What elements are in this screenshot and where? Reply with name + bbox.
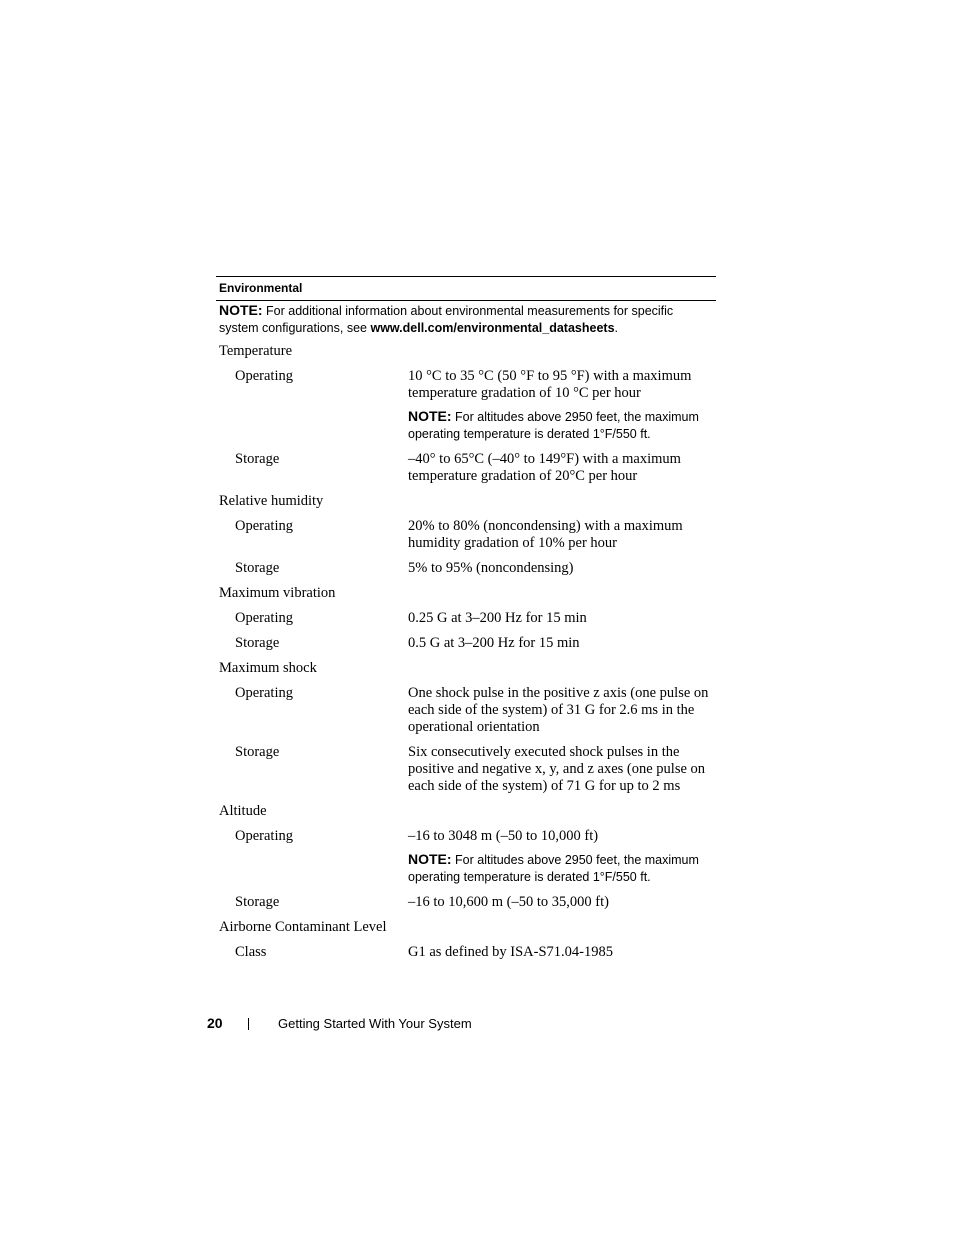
note-label: NOTE:: [408, 408, 452, 424]
note-label: NOTE:: [219, 302, 263, 318]
temperature-operating-value: 10 °C to 35 °C (50 °F to 95 °F) with a maximum temperature gradation of 10 °C per hour: [408, 368, 692, 401]
category-vibration: Maximum vibration: [219, 585, 336, 601]
humidity-operating-value: 20% to 80% (noncondensing) with a maximum humidity gradation of 10% per hour: [408, 518, 683, 551]
datasheets-link[interactable]: www.dell.com/environmental_datasheets: [370, 321, 615, 335]
altitude-operating-label: Operating: [235, 828, 293, 844]
environmental-spec-table: [216, 276, 716, 1027]
shock-operating-label: Operating: [235, 685, 293, 701]
vibration-storage-value: 0.5 G at 3–200 Hz for 15 min: [408, 635, 580, 651]
altitude-note: [408, 851, 718, 886]
altitude-storage-label: Storage: [235, 894, 280, 910]
chapter-title: Getting Started With Your System: [278, 1016, 472, 1031]
category-temperature: Temperature: [219, 343, 293, 359]
temperature-note: [408, 408, 718, 443]
humidity-operating-label: Operating: [235, 518, 293, 534]
section-title: Environmental: [219, 281, 303, 295]
note-label: NOTE:: [408, 851, 452, 867]
humidity-storage-label: Storage: [235, 560, 280, 576]
shock-storage-value: Six consecutively executed shock pulses in the positive and negative x, y, and z axes (one pulse on each side of the system) of 71 G for up to 2 ms: [408, 744, 706, 794]
intro-note: [216, 302, 716, 337]
airborne-class-value: G1 as defined by ISA-S71.04-1985: [408, 944, 613, 960]
page-number: 20: [207, 1015, 223, 1031]
category-humidity: Relative humidity: [219, 493, 324, 509]
note-text: For altitudes above 2950 feet, the maximum operating temperature is derated 1°F/550 ft.: [408, 853, 699, 884]
spec-body: [216, 337, 716, 1027]
category-airborne: Airborne Contaminant Level: [219, 919, 387, 935]
note-text: For altitudes above 2950 feet, the maximum operating temperature is derated 1°F/550 ft.: [408, 410, 699, 441]
temperature-storage-value: –40° to 65°C (–40° to 149°F) with a maximum temperature gradation of 20°C per hour: [408, 451, 681, 484]
shock-storage-label: Storage: [235, 744, 280, 760]
vibration-operating-value: 0.25 G at 3–200 Hz for 15 min: [408, 610, 587, 626]
note-text-end: .: [614, 321, 619, 335]
category-altitude: Altitude: [219, 803, 267, 819]
altitude-operating-value: –16 to 3048 m (–50 to 10,000 ft): [408, 828, 599, 844]
airborne-class-label: Class: [235, 944, 267, 960]
vibration-storage-label: Storage: [235, 635, 280, 651]
shock-operating-value: One shock pulse in the positive z axis (one pulse on each side of the system) of 31 G for 2.6 ms in the operational orientation: [408, 685, 709, 735]
footer-separator: [248, 1018, 249, 1030]
altitude-storage-value: –16 to 10,600 m (–50 to 35,000 ft): [408, 894, 609, 910]
temperature-operating-label: Operating: [235, 368, 293, 384]
header-rule: [216, 300, 716, 301]
temperature-storage-label: Storage: [235, 451, 280, 467]
note-text: For additional information about environmental measurements for specific system configurations, see: [219, 304, 674, 335]
humidity-storage-value: 5% to 95% (noncondensing): [408, 560, 574, 576]
category-shock: Maximum shock: [219, 660, 317, 676]
vibration-operating-label: Operating: [235, 610, 293, 626]
